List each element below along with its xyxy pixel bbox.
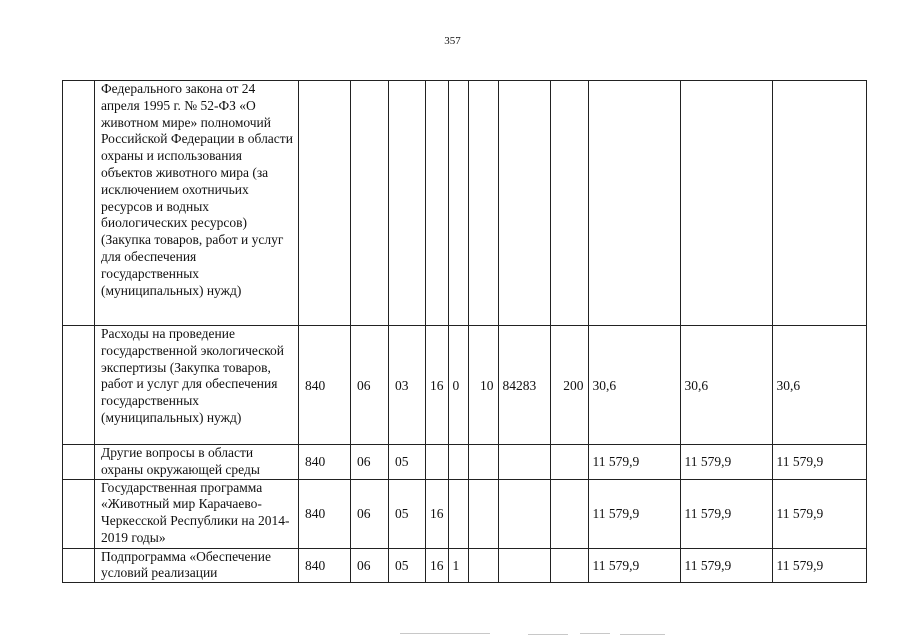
subprogram-code-cell bbox=[448, 81, 468, 326]
amount-year-1-cell: 30,6 bbox=[588, 326, 680, 445]
ministry-code-cell: 840 bbox=[299, 548, 351, 583]
section-code-cell: 06 bbox=[351, 326, 389, 445]
amount-year-3-cell: 30,6 bbox=[772, 326, 866, 445]
row-index-cell bbox=[63, 326, 95, 445]
description-cell: Федерального закона от 24 апреля 1995 г. № 52-ФЗ «О животном мире» полномочий Российской Федерации в области охраны и использования объектов животного мира (за исключением охотничьих ресурсов и водных биологических ресурсов) (Закупка товаров, работ и услуг для обеспечения государственных (муниципальных) нужд) bbox=[95, 81, 299, 326]
ministry-code-cell: 840 bbox=[299, 479, 351, 548]
subsection-code-cell: 05 bbox=[389, 548, 426, 583]
description-cell: Государственная программа «Животный мир Карачаево-Черкесской Республики на 2014-2019 годы» bbox=[95, 479, 299, 548]
expense-type-cell bbox=[550, 445, 588, 480]
program-code-cell: 16 bbox=[426, 326, 449, 445]
direction-code-cell bbox=[498, 479, 550, 548]
table-row bbox=[63, 445, 867, 480]
main-event-code-cell bbox=[468, 81, 498, 326]
section-code-cell bbox=[351, 81, 389, 326]
amount-year-2-cell: 11 579,9 bbox=[680, 548, 772, 583]
amount-year-2-cell bbox=[680, 81, 772, 326]
direction-code-cell bbox=[498, 81, 550, 326]
description-cell: Подпрограмма «Обеспечение условий реализации bbox=[95, 548, 299, 583]
subsection-code-cell: 05 bbox=[389, 445, 426, 480]
direction-code-cell bbox=[498, 548, 550, 583]
subsection-code-cell: 03 bbox=[389, 326, 426, 445]
subprogram-code-cell: 0 bbox=[448, 326, 468, 445]
section-code-cell: 06 bbox=[351, 479, 389, 548]
amount-year-3-cell bbox=[772, 81, 866, 326]
direction-code-cell: 84283 bbox=[498, 326, 550, 445]
page-number: 357 bbox=[444, 35, 461, 47]
section-code-cell: 06 bbox=[351, 445, 389, 480]
scan-artifact-line bbox=[528, 634, 568, 635]
direction-code-cell bbox=[498, 445, 550, 480]
subprogram-code-cell bbox=[448, 479, 468, 548]
program-code-cell: 16 bbox=[426, 479, 449, 548]
row-index-cell bbox=[63, 548, 95, 583]
ministry-code-cell: 840 bbox=[299, 326, 351, 445]
subsection-code-cell: 05 bbox=[389, 479, 426, 548]
row-index-cell bbox=[63, 445, 95, 480]
main-event-code-cell: 10 bbox=[468, 326, 498, 445]
amount-year-3-cell: 11 579,9 bbox=[772, 445, 866, 480]
main-event-code-cell bbox=[468, 445, 498, 480]
row-index-cell bbox=[63, 479, 95, 548]
amount-year-2-cell: 11 579,9 bbox=[680, 445, 772, 480]
subprogram-code-cell: 1 bbox=[448, 548, 468, 583]
amount-year-1-cell: 11 579,9 bbox=[588, 548, 680, 583]
subprogram-code-cell bbox=[448, 445, 468, 480]
ministry-code-cell bbox=[299, 81, 351, 326]
scan-artifact-line bbox=[580, 633, 610, 634]
expense-type-cell bbox=[550, 548, 588, 583]
table-row bbox=[63, 326, 867, 445]
section-code-cell: 06 bbox=[351, 548, 389, 583]
amount-year-1-cell: 11 579,9 bbox=[588, 445, 680, 480]
description-cell: Другие вопросы в области охраны окружающей среды bbox=[95, 445, 299, 480]
program-code-cell bbox=[426, 445, 449, 480]
table-row bbox=[63, 81, 867, 326]
expense-type-cell bbox=[550, 81, 588, 326]
main-event-code-cell bbox=[468, 548, 498, 583]
amount-year-1-cell bbox=[588, 81, 680, 326]
ministry-code-cell: 840 bbox=[299, 445, 351, 480]
expense-type-cell bbox=[550, 479, 588, 548]
table-row bbox=[63, 479, 867, 548]
main-event-code-cell bbox=[468, 479, 498, 548]
scan-artifact-line bbox=[400, 633, 490, 634]
amount-year-2-cell: 11 579,9 bbox=[680, 479, 772, 548]
amount-year-1-cell: 11 579,9 bbox=[588, 479, 680, 548]
amount-year-2-cell: 30,6 bbox=[680, 326, 772, 445]
program-code-cell bbox=[426, 81, 449, 326]
row-index-cell bbox=[63, 81, 95, 326]
program-code-cell: 16 bbox=[426, 548, 449, 583]
amount-year-3-cell: 11 579,9 bbox=[772, 548, 866, 583]
amount-year-3-cell: 11 579,9 bbox=[772, 479, 866, 548]
budget-table bbox=[62, 80, 867, 583]
scan-artifact-line bbox=[620, 634, 665, 635]
table-row bbox=[63, 548, 867, 583]
subsection-code-cell bbox=[389, 81, 426, 326]
description-cell: Расходы на проведение государственной экологической экспертизы (Закупка товаров, работ и услуг для обеспечения государственных (муниципальных) нужд) bbox=[95, 326, 299, 445]
expense-type-cell: 200 bbox=[550, 326, 588, 445]
